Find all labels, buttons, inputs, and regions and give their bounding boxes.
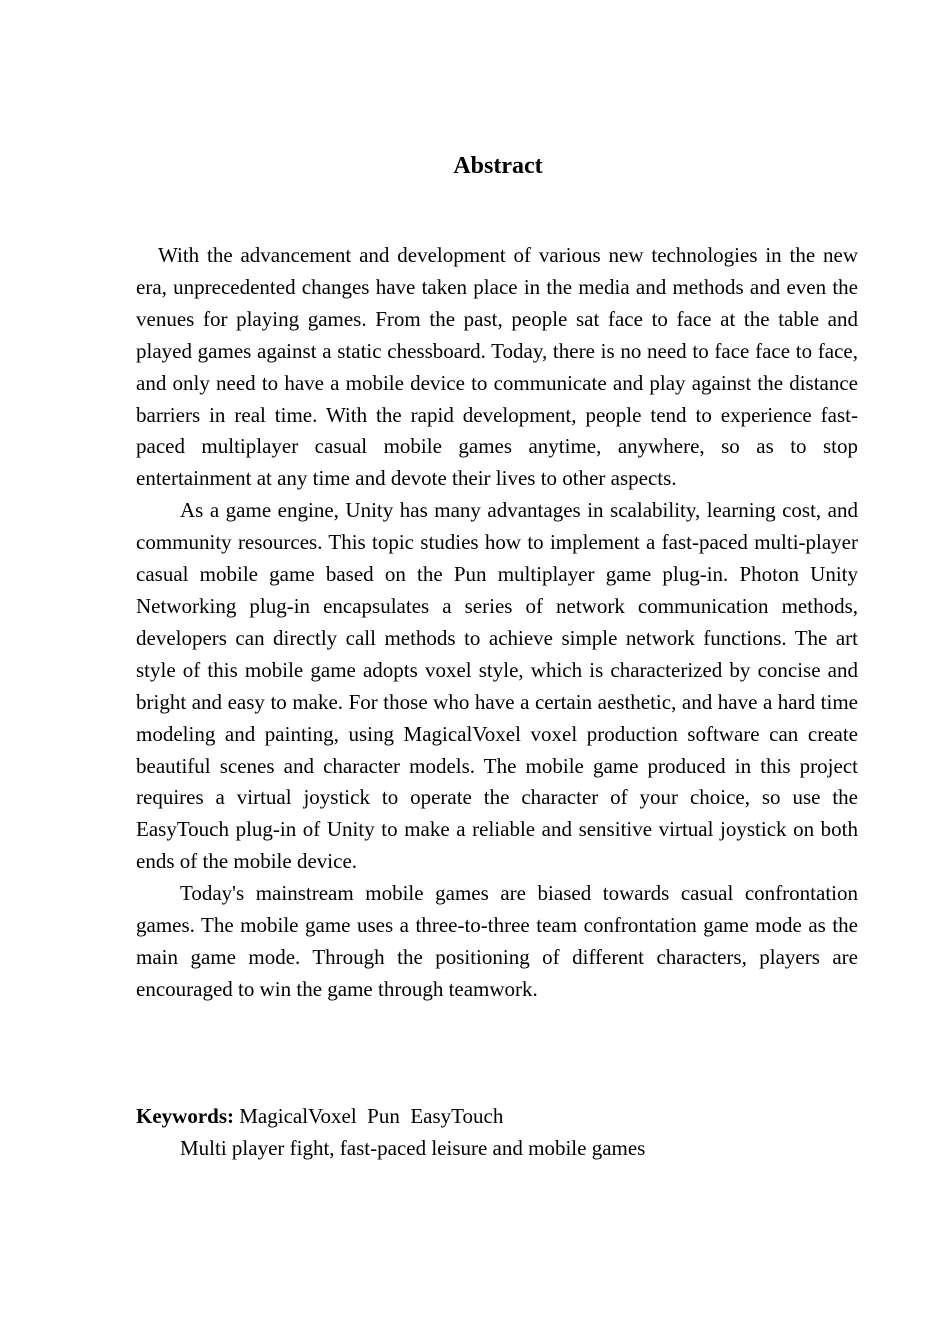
keywords-line-2: Multi player fight, fast-paced leisure and mobile games	[180, 1135, 646, 1160]
keywords-label: Keywords:	[136, 1104, 234, 1128]
keywords-section	[136, 1101, 858, 1165]
keywords-values: MagicalVoxel Pun EasyTouch	[239, 1104, 504, 1128]
abstract-paragraph-1: With the advancement and development of various new technologies in the new era, unprecedented changes have taken place in the media and methods and even the venues for playing games. From the past, people sat face to face at the table and played games against a static chessboard. Today, there is no need to face face to face, and only need to have a mobile device to communicate and play against the distance barriers in real time. With the rapid development, people tend to experience fast-paced multiplayer casual mobile games anytime, anywhere, so as to stop entertainment at any time and devote their lives to other aspects.	[136, 243, 858, 491]
keywords-line-1	[136, 1101, 858, 1133]
abstract-paragraph-2: As a game engine, Unity has many advantages in scalability, learning cost, and community resources. This topic studies how to implement a fast-paced multi-player casual mobile game based on the Pun multiplayer game plug-in. Photon Unity Networking plug-in encapsulates a series of network communication methods, developers can directly call methods to achieve simple network functions. The art style of this mobile game adopts voxel style, which is characterized by concise and bright and easy to make. For those who have a certain aesthetic, and have a hard time modeling and painting, using MagicalVoxel voxel production software can create beautiful scenes and character models. The mobile game produced in this project requires a virtual joystick to operate the character of your choice, so use the EasyTouch plug-in of Unity to make a reliable and sensitive virtual joystick on both ends of the mobile device.	[136, 498, 858, 874]
abstract-title: Abstract	[453, 153, 543, 179]
abstract-paragraph-3: Today's mainstream mobile games are biased towards casual confrontation games. The mobile game uses a three-to-three team confrontation game mode as the main game mode. Through the positioning of different characters, players are encouraged to win the game through teamwork.	[136, 881, 858, 1001]
abstract-body	[136, 240, 858, 1006]
